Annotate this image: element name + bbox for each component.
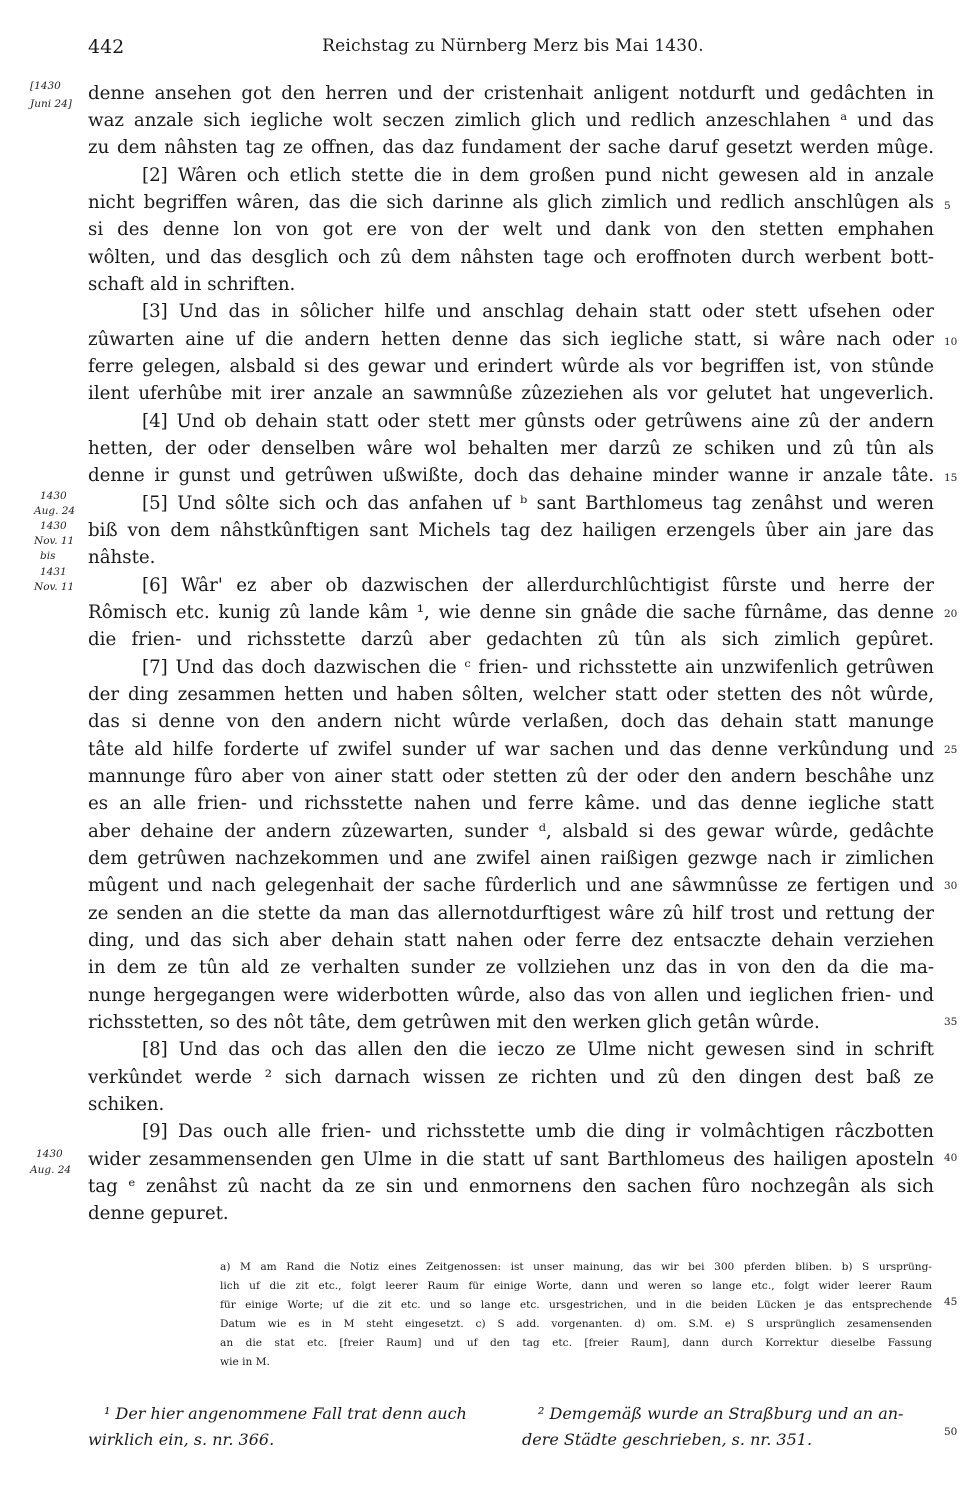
page-header	[88, 36, 938, 62]
text-line: dem getrûwen nachzekommen und ane zwifel ainen raißigen gezwge nach ir zimlichen	[88, 848, 934, 869]
margin-date: 1431	[40, 566, 67, 578]
apparatus-line: Datum wie es in M steht eingesetzt. c) S add. vorgenanten. d) om. S.M. e) S ursprünglich zesamensenden	[220, 1318, 932, 1330]
text-line: der ding zesammen hetten und haben sôlten, welcher statt oder stetten des nôt wûrde,	[88, 684, 934, 705]
text-line: schiken.	[88, 1094, 165, 1115]
margin-date: 1430	[36, 1148, 63, 1160]
text-line: [8] Und das och das allen den die ieczo ze Ulme nicht gewesen sind in schrift	[142, 1039, 934, 1060]
text-line: si des denne lon von got ere von der welt und dank von den stetten emphahen	[88, 219, 934, 240]
text-line: es an alle frien- und richsstette nahen und ferre kâme. und das denne iegliche statt	[88, 793, 934, 814]
text-line: nâhste.	[88, 547, 156, 568]
margin-date: 1430	[40, 520, 67, 532]
apparatus-line: lich uf die zit etc., folgt leerer Raum für einige Worte, dann und weren so lange etc., folgt wider leerer Raum	[220, 1280, 932, 1292]
text-line: mannunge fûro aber von ainer statt oder stetten zû der oder den andern beschâhe unz	[88, 766, 934, 787]
text-line: tâte ald hilfe forderte uf zwifel sunder uf war sachen und das denne verkûndung und	[88, 739, 934, 760]
margin-date: Aug. 24	[34, 505, 76, 517]
text-line: [9] Das ouch alle frien- und richsstette umb die ding ir volmâchtigen râczbotten	[142, 1121, 934, 1142]
text-line: schaft ald in schriften.	[88, 274, 296, 295]
apparatus-line: a) M am Rand die Notiz eines Zeitgenossen: ist unser mainung, das wir bei 300 pferden bliben. b) S ursprüng-	[220, 1261, 932, 1273]
text-line: tag ᵉ zenâhst zû nacht da ze sin und enmornens den sachen fûro nochzegân als sich	[88, 1176, 934, 1197]
text-line: [7] Und das doch dazwischen die ᶜ frien- und richsstette ain unzwifenlich getrûwen	[142, 657, 934, 678]
page-number: 442	[88, 36, 125, 58]
text-line: mûgent und nach gelegenhait der sache fûrderlich und ane sâwmnûsse ze fertigen und	[88, 875, 934, 896]
text-line: denne ir gunst und getrûwen ußwißte, doch das dehaine minder wanne ir anzale tâte.	[88, 465, 934, 486]
text-line: biß von dem nâhstkûnftigen sant Michels tag dez hailigen erzengels ûber ain jare das	[88, 520, 934, 541]
margin-date: Nov. 11	[34, 581, 75, 593]
text-line: das si denne von den andern nicht wûrde verlaßen, doch das dehain statt manunge	[88, 711, 934, 732]
text-line: nicht begriffen wâren, das die sich darinne als glich zimlich und redlich anschlûgen als	[88, 192, 934, 213]
text-line: richsstetten, so des nôt tâte, dem getrûwen mit den werken glich getân wûrde.	[88, 1012, 820, 1033]
text-line: zûwarten aine uf die andern hetten denne das sich iegliche statt, si wâre nach oder	[88, 329, 934, 350]
margin-date: Juni 24]	[30, 98, 72, 110]
text-line: [3] Und das in sôlicher hilfe und anschlag dehain statt oder stett ufsehen oder	[142, 301, 934, 322]
text-line: in dem ze tûn ald ze verhalten sunder ze vollziehen unz das in von den da die ma-	[88, 957, 934, 978]
line-number: 45	[944, 1296, 958, 1308]
line-number: 50	[944, 1426, 958, 1438]
apparatus-line: an die stat etc. [freier Raum] und uf den tag etc. [freier Raum], dann durch Korrektur dieselbe Fassung	[220, 1337, 932, 1349]
line-number: 5	[944, 200, 951, 212]
text-line: denne gepuret.	[88, 1203, 229, 1224]
text-line: ding, und das sich aber dehain statt nahen oder ferre dez entsaczte dehain verziehen	[88, 930, 934, 951]
line-number: 30	[944, 880, 958, 892]
line-number: 25	[944, 744, 958, 756]
text-line: wôlten, und das desglich och zû dem nâhsten tage och eroffnoten durch werbent bott-	[88, 247, 934, 268]
text-line: verkûndet werde ² sich darnach wissen ze richten und zû den dingen dest baß ze	[88, 1067, 934, 1088]
text-line: ze senden an die stette da man das allernotdurftigest wâre zû hilf trost und rettung der	[88, 903, 934, 924]
text-line: denne ansehen got den herren und der cristenhait anligent notdurft und gedâchten in	[88, 83, 934, 104]
margin-date: 1430	[40, 490, 67, 502]
line-number: 15	[944, 472, 958, 484]
text-line: waz anzale sich iegliche wolt seczen zimlich glich und redlich anzeschlahen ᵃ und das	[88, 110, 934, 131]
line-number: 40	[944, 1152, 958, 1164]
line-number: 20	[944, 608, 958, 620]
line-number: 35	[944, 1016, 958, 1028]
text-line: hetten, der oder denselben wâre wol behalten mer darzû ze schiken und zû tûn als	[88, 438, 934, 459]
text-line: wider zesammensenden gen Ulme in die statt uf sant Barthlomeus des hailigen aposteln	[88, 1149, 934, 1170]
margin-date: Aug. 24	[30, 1164, 72, 1176]
text-line: die frien- und richsstette darzû aber gedachten zû tûn als sich zimlich gepûret.	[88, 629, 934, 650]
text-line: [4] Und ob dehain statt oder stett mer gûnsts oder getrûwens aine zû der andern	[142, 411, 934, 432]
text-line: ferre gelegen, alsbald si des gewar und erindert wûrde als vor begriffen ist, von stûnde	[88, 356, 934, 377]
text-line: [6] Wâr' ez aber ob dazwischen der allerdurchlûchtigist fûrste und herre der	[142, 575, 934, 596]
footnote-2: ² Demgemäß wurde an Straßburg und an an-	[538, 1404, 904, 1423]
text-line: [2] Wâren och etlich stette die in dem großen pund nicht gewesen ald in anzale	[142, 165, 934, 186]
running-title: Reichstag zu Nürnberg Merz bis Mai 1430.	[322, 36, 704, 56]
footnote-1: ¹ Der hier angenommene Fall trat denn auch	[104, 1404, 467, 1423]
text-line: zu dem nâhsten tag ze offnen, das daz fundament der sache daruf gesetzt werden mûge.	[88, 137, 934, 158]
line-number: 10	[944, 336, 958, 348]
apparatus-line: für einige Worte; uf die zit etc. und so lange etc. ursgestrichen, und in die beiden Lücken je das entsprechende	[220, 1299, 932, 1311]
margin-date: [1430	[30, 80, 61, 92]
apparatus-line: wie in M.	[220, 1356, 270, 1368]
margin-date: bis	[40, 550, 56, 562]
text-line: ilent uferhûbe mit irer anzale an sawmnûße zûzeziehen als vor gelutet hat ungeverlich.	[88, 383, 934, 404]
footnote-1-cont: wirklich ein, s. nr. 366.	[88, 1430, 275, 1449]
footnote-2-cont: dere Städte geschrieben, s. nr. 351.	[522, 1430, 813, 1449]
text-line: Rômisch etc. kunig zû lande kâm ¹, wie denne sin gnâde die sache fûrnâme, das denne	[88, 602, 934, 623]
text-line: nunge hergegangen were widerbotten wûrde, also das von allen und ieglichen frien- und	[88, 985, 934, 1006]
margin-date: Nov. 11	[34, 535, 75, 547]
text-line: [5] Und sôlte sich och das anfahen uf ᵇ sant Barthlomeus tag zenâhst und weren	[142, 493, 934, 514]
text-line: aber dehaine der andern zûzewarten, sunder ᵈ, alsbald si des gewar wûrde, gedâchte	[88, 821, 934, 842]
